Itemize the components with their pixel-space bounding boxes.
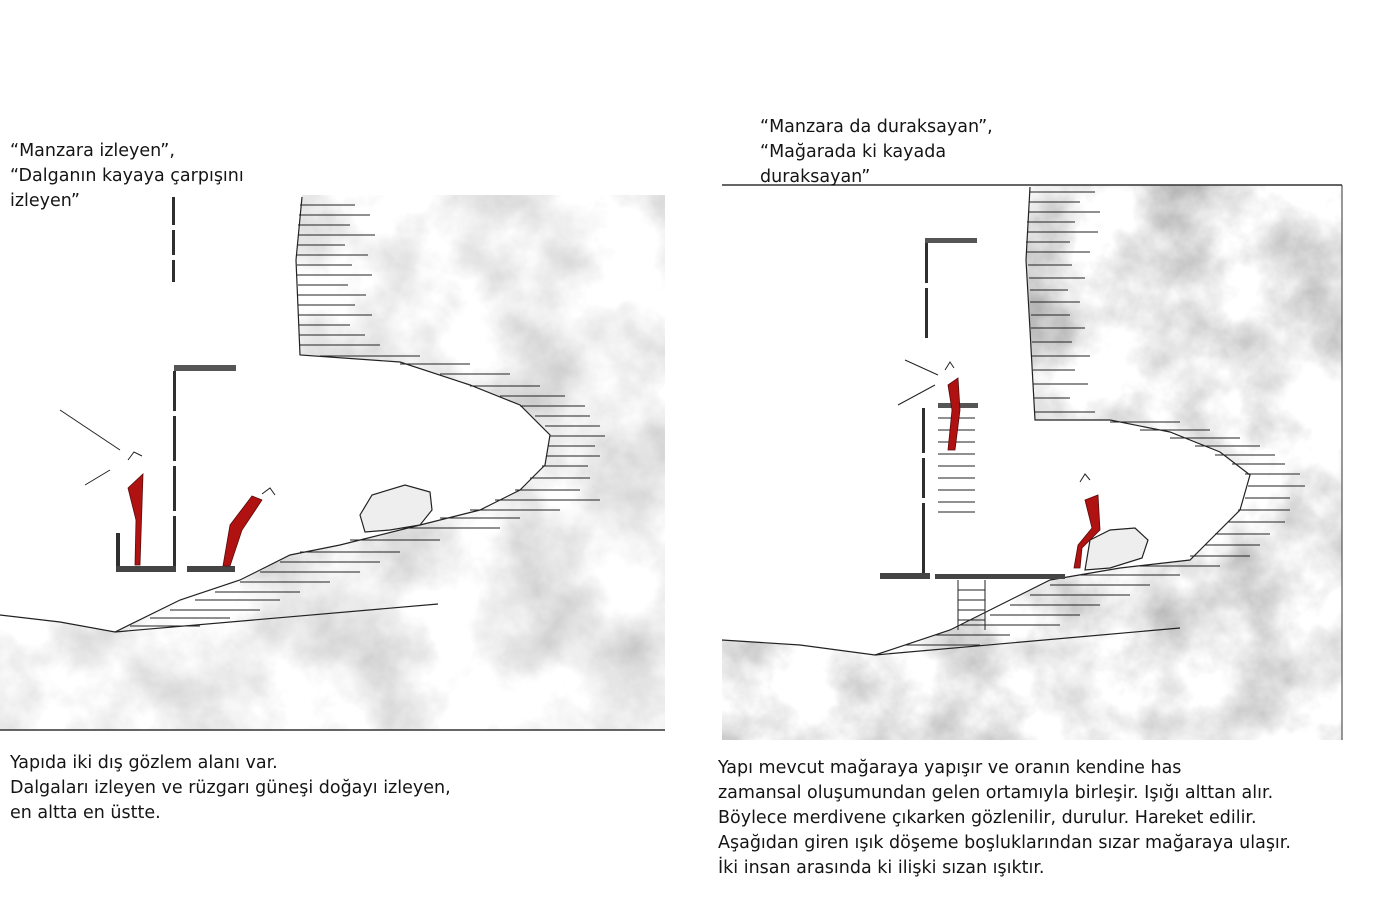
left-quote-line: “Manzara izleyen”,: [10, 141, 175, 161]
right-quote: [760, 115, 993, 190]
left-quote-line: izleyen”: [10, 191, 80, 211]
right-quote-line: duraksayan”: [760, 167, 871, 187]
left-description-line: Dalgaları izleyen ve rüzgarı güneşi doğayı izleyen,: [10, 778, 451, 798]
left-description: [10, 751, 451, 826]
left-description-line: Yapıda iki dış gözlem alanı var.: [10, 753, 278, 773]
right-section: [722, 185, 1342, 740]
right-description-line: İki insan arasında ki ilişki sızan ışıktır.: [718, 858, 1045, 878]
left-description-line: en altta en üstte.: [10, 803, 161, 823]
right-description: [718, 756, 1291, 881]
right-description-line: Aşağıdan giren ışık döşeme boşluklarından sızar mağaraya ulaşır.: [718, 833, 1291, 853]
right-rock-texture: [722, 185, 1342, 740]
right-description-line: zamansal oluşumundan gelen ortamıyla birleşir. Işığı alttan alır.: [718, 783, 1274, 803]
right-description-line: Yapı mevcut mağaraya yapışır ve oranın kendine has: [718, 758, 1182, 778]
right-quote-line: “Manzara da duraksayan”,: [760, 117, 993, 137]
left-quote: [10, 139, 244, 214]
left-quote-line: “Dalganın kayaya çarpışını: [10, 166, 244, 186]
right-description-line: Böylece merdivene çıkarken gözlenilir, durulur. Hareket edilir.: [718, 808, 1257, 828]
left-section: [0, 195, 665, 730]
right-quote-line: “Mağarada ki kayada: [760, 142, 947, 162]
